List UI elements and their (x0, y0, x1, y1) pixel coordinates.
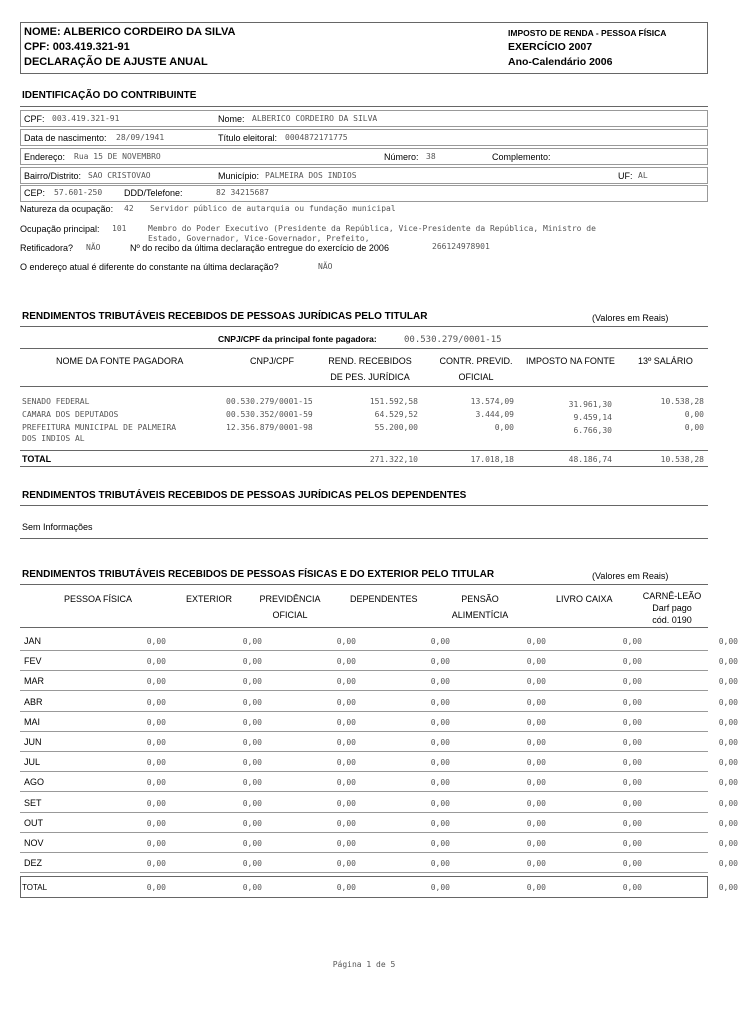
month-value: 0,00 (336, 859, 356, 869)
natureza-label: Natureza da ocupação: (20, 204, 114, 214)
month-value: 0,00 (242, 818, 262, 828)
month-value: 0,00 (622, 839, 642, 848)
month-value: 0,00 (526, 818, 546, 828)
ocupacao-code: 101 (112, 224, 127, 233)
month-value: 0,00 (336, 717, 356, 727)
fonte-nome: CAMARA DOS DEPUTADOS (22, 410, 119, 419)
fonte-contr: 3.444,09 (475, 410, 514, 419)
uf-label: UF: (618, 171, 633, 181)
month-value: 0,00 (622, 697, 642, 707)
month-row (20, 712, 738, 732)
divider (20, 450, 708, 451)
endereco-diff-label: O endereço atual é diferente do constante na última declaração? (20, 262, 279, 272)
month-value: 0,00 (718, 738, 738, 747)
month-value: 0,00 (622, 717, 642, 727)
month-value: 0,00 (242, 859, 262, 869)
month-row (20, 692, 738, 712)
month-value: 0,00 (146, 798, 166, 808)
col-previdencia-2: OFICIAL (272, 610, 308, 620)
month-value: 0,00 (718, 637, 738, 646)
fonte-cnpj: 00.530.352/0001-59 (226, 410, 313, 419)
month-label: OUT (24, 817, 43, 828)
recibo-label: Nº do recibo da última declaração entregue do exercício de 2006 (130, 243, 389, 253)
pf-total-value: 0,00 (526, 883, 546, 892)
month-value: 0,00 (430, 677, 450, 687)
month-label: NOV (24, 838, 44, 848)
month-value: 0,00 (146, 778, 166, 788)
month-value: 0,00 (146, 859, 166, 869)
ocupacao-label: Ocupação principal: (20, 224, 100, 234)
retificadora-label: Retificadora? (20, 243, 74, 253)
total-contr: 17.018,18 (470, 455, 514, 464)
header-imposto: IMPOSTO DE RENDA - PESSOA FÍSICA (508, 28, 667, 38)
fonte-imposto: 6.766,30 (573, 426, 612, 435)
month-value: 0,00 (430, 778, 450, 788)
month-value: 0,00 (526, 839, 546, 848)
divider (20, 466, 708, 467)
cep-value: 57.601-250 (54, 188, 103, 197)
divider (20, 538, 708, 539)
rend-dep-info: Sem Informações (22, 522, 93, 532)
cpf-label: CPF: (24, 114, 45, 124)
month-value: 0,00 (430, 738, 450, 747)
month-value: 0,00 (336, 677, 356, 687)
natureza-value: Servidor público de autarquia ou fundação municipal (150, 204, 396, 213)
titulo-value: 0004872171775 (285, 133, 348, 142)
month-value: 0,00 (526, 758, 546, 768)
col-nome-fonte: NOME DA FONTE PAGADORA (56, 356, 184, 366)
divider (20, 386, 708, 387)
month-value: 0,00 (526, 637, 546, 646)
rend-pj-title: RENDIMENTOS TRIBUTÁVEIS RECEBIDOS DE PESSOAS JURÍDICAS PELO TITULAR (22, 311, 428, 322)
month-label: JAN (24, 636, 42, 646)
fonte-imposto: 9.459,14 (573, 413, 612, 422)
rend-pf-valores: (Valores em Reais) (592, 571, 669, 581)
month-value: 0,00 (718, 717, 738, 727)
page-number: Página 1 de 5 (332, 960, 396, 969)
month-value: 0,00 (526, 859, 546, 869)
divider (20, 326, 708, 327)
fonte-rend: 64.529,52 (374, 410, 418, 419)
month-value: 0,00 (242, 798, 262, 808)
col-rend-1: REND. RECEBIDOS (328, 356, 412, 366)
divider (20, 584, 708, 585)
col-pensao-2: ALIMENTÍCIA (451, 610, 509, 620)
month-label: FEV (24, 656, 42, 667)
month-value: 0,00 (622, 738, 642, 747)
total-rend: 271.322,10 (369, 455, 418, 464)
ddd-value: 82 34215687 (216, 188, 269, 197)
month-value: 0,00 (146, 758, 166, 768)
month-value: 0,00 (242, 778, 262, 788)
month-value: 0,00 (242, 657, 262, 667)
month-value: 0,00 (242, 637, 262, 646)
header-cpf: CPF: 003.419.321-91 (24, 41, 130, 53)
col-livro-caixa: LIVRO CAIXA (556, 594, 613, 604)
fonte-cnpj: 12.356.879/0001-98 (226, 423, 313, 432)
month-row (20, 813, 738, 833)
cpf-value: 003.419.321-91 (52, 114, 120, 123)
titulo-label: Título eleitoral: (218, 133, 278, 143)
col-pessoa-fisica: PESSOA FÍSICA (64, 594, 133, 604)
cnpj-principal-value: 00.530.279/0001-15 (404, 335, 502, 345)
month-value: 0,00 (336, 839, 356, 848)
month-value: 0,00 (526, 778, 546, 788)
month-value: 0,00 (718, 778, 738, 788)
bairro-value: SAO CRISTOVAO (88, 171, 151, 180)
month-value: 0,00 (718, 697, 738, 707)
month-value: 0,00 (336, 758, 356, 768)
month-value: 0,00 (336, 798, 356, 808)
endereco-value: Rua 15 DE NOVEMBRO (74, 152, 161, 161)
month-value: 0,00 (718, 657, 738, 667)
pf-total-value: 0,00 (430, 883, 450, 892)
month-value: 0,00 (336, 637, 356, 646)
month-value: 0,00 (622, 798, 642, 808)
pf-total-value: 0,00 (718, 883, 738, 892)
pf-total-value: 0,00 (242, 883, 262, 892)
divider (20, 505, 708, 506)
month-value: 0,00 (622, 818, 642, 828)
month-value: 0,00 (526, 738, 546, 747)
col-exterior: EXTERIOR (186, 594, 233, 604)
month-value: 0,00 (718, 677, 738, 687)
numero-value: 38 (426, 152, 436, 161)
ocupacao-value-2: Estado, Governador, Vice-Governador, Prefeito, (148, 234, 370, 243)
col-carne-2: Darf pago (652, 603, 692, 613)
month-value: 0,00 (242, 717, 262, 727)
month-value: 0,00 (430, 758, 450, 768)
endereco-diff-value: NÃO (318, 262, 333, 271)
municipio-value: PALMEIRA DOS INDIOS (265, 171, 357, 180)
nome-value: ALBERICO CORDEIRO DA SILVA (252, 114, 378, 123)
month-label: MAI (24, 716, 41, 727)
month-value: 0,00 (718, 758, 738, 768)
month-value: 0,00 (622, 758, 642, 768)
col-contr-2: OFICIAL (458, 372, 494, 382)
fonte-13-salario: 0,00 (684, 410, 704, 419)
nasc-value: 28/09/1941 (116, 133, 165, 142)
month-value: 0,00 (430, 717, 450, 727)
fonte-nome-cont: DOS INDIOS AL (22, 434, 85, 443)
month-label: JUN (24, 737, 42, 747)
month-value: 0,00 (242, 677, 262, 687)
month-row (20, 732, 738, 752)
month-value: 0,00 (430, 818, 450, 828)
month-row (20, 651, 738, 671)
fonte-nome: PREFEITURA MUNICIPAL DE PALMEIRA (22, 423, 177, 432)
fonte-rend: 151.592,58 (369, 397, 418, 406)
complemento-label: Complemento: (492, 152, 551, 162)
header-nome: NOME: ALBERICO CORDEIRO DA SILVA (24, 26, 236, 38)
month-value: 0,00 (718, 818, 738, 828)
fonte-rend: 55.200,00 (374, 423, 418, 432)
divider (20, 106, 708, 107)
header-exercicio: EXERCÍCIO 2007 (508, 41, 593, 53)
month-value: 0,00 (336, 738, 356, 747)
month-value: 0,00 (146, 677, 166, 687)
fonte-contr: 13.574,09 (470, 397, 514, 406)
month-row (20, 853, 738, 873)
month-value: 0,00 (622, 778, 642, 788)
month-value: 0,00 (430, 798, 450, 808)
month-value: 0,00 (146, 839, 166, 848)
month-value: 0,00 (336, 697, 356, 707)
pf-total-label: TOTAL (22, 883, 48, 892)
month-value: 0,00 (430, 657, 450, 667)
month-value: 0,00 (430, 839, 450, 848)
month-value: 0,00 (146, 738, 166, 747)
divider (20, 627, 708, 628)
ddd-label: DDD/Telefone: (124, 188, 183, 198)
month-label: SET (24, 797, 42, 808)
fonte-cnpj: 00.530.279/0001-15 (226, 397, 313, 406)
numero-label: Número: (384, 152, 419, 162)
month-value: 0,00 (146, 818, 166, 828)
nome-label: Nome: (218, 114, 245, 124)
endereco-label: Endereço: (24, 152, 66, 162)
month-value: 0,00 (242, 738, 262, 747)
cep-label: CEP: (24, 188, 46, 198)
col-carne-1: CARNÊ-LEÃO (642, 591, 702, 601)
rend-pf-title: RENDIMENTOS TRIBUTÁVEIS RECEBIDOS DE PESSOAS FÍSICAS E DO EXTERIOR PELO TITULAR (22, 569, 495, 580)
col-imposto: IMPOSTO NA FONTE (526, 356, 615, 366)
col-cnpj: CNPJ/CPF (250, 356, 295, 366)
month-row (20, 752, 738, 772)
month-value: 0,00 (622, 677, 642, 687)
month-value: 0,00 (430, 637, 450, 646)
month-label: MAR (24, 676, 44, 687)
fonte-13-salario: 10.538,28 (660, 397, 704, 406)
month-value: 0,00 (242, 697, 262, 707)
ocupacao-value-1: Membro do Poder Executivo (Presidente da República, Vice-Presidente da República, Ministro de (148, 224, 596, 233)
month-value: 0,00 (146, 717, 166, 727)
bairro-label: Bairro/Distrito: (24, 171, 82, 181)
retificadora-value: NÃO (86, 243, 101, 252)
total-imposto: 48.186,74 (568, 455, 612, 464)
pf-total-value: 0,00 (146, 883, 166, 892)
month-value: 0,00 (622, 637, 642, 646)
month-row (20, 631, 738, 651)
uf-value: AL (638, 171, 648, 180)
month-label: ABR (24, 696, 43, 707)
identificacao-title: IDENTIFICAÇÃO DO CONTRIBUINTE (22, 90, 197, 101)
month-value: 0,00 (718, 839, 738, 848)
recibo-value: 266124978901 (432, 242, 490, 251)
natureza-code: 42 (124, 204, 134, 213)
municipio-label: Município: (218, 171, 260, 181)
month-value: 0,00 (146, 657, 166, 667)
month-value: 0,00 (622, 859, 642, 869)
month-value: 0,00 (146, 697, 166, 707)
total-13-salario: 10.538,28 (660, 455, 704, 464)
fonte-13-salario: 0,00 (684, 423, 704, 432)
month-value: 0,00 (242, 839, 262, 848)
col-dependentes: DEPENDENTES (350, 594, 418, 604)
month-value: 0,00 (526, 717, 546, 727)
pf-total-value: 0,00 (622, 883, 642, 892)
col-13-salario: 13º SALÁRIO (638, 356, 693, 366)
fonte-imposto: 31.961,30 (568, 400, 612, 409)
rend-pj-valores: (Valores em Reais) (592, 313, 669, 323)
month-row (20, 793, 738, 813)
col-pensao-1: PENSÃO (461, 594, 499, 604)
month-value: 0,00 (526, 798, 546, 808)
col-carne-3: cód. 0190 (652, 615, 692, 625)
month-value: 0,00 (622, 657, 642, 667)
rend-dep-title: RENDIMENTOS TRIBUTÁVEIS RECEBIDOS DE PESSOAS JURÍDICAS PELOS DEPENDENTES (22, 490, 467, 501)
nasc-label: Data de nascimento: (24, 133, 107, 143)
total-label: TOTAL (22, 454, 52, 464)
month-value: 0,00 (718, 798, 738, 808)
month-value: 0,00 (526, 677, 546, 687)
cnpj-principal-label: CNPJ/CPF da principal fonte pagadora: (218, 334, 377, 344)
month-value: 0,00 (336, 778, 356, 788)
month-value: 0,00 (242, 758, 262, 768)
month-label: JUL (24, 757, 41, 768)
month-row (20, 772, 738, 792)
month-value: 0,00 (526, 697, 546, 707)
divider (20, 348, 708, 349)
pf-total-value: 0,00 (336, 883, 356, 892)
month-row (20, 833, 738, 853)
month-value: 0,00 (526, 657, 546, 667)
month-value: 0,00 (146, 637, 166, 646)
fonte-contr: 0,00 (494, 423, 514, 432)
month-value: 0,00 (430, 697, 450, 707)
month-label: AGO (24, 777, 45, 788)
month-value: 0,00 (336, 657, 356, 667)
header-declaracao: DECLARAÇÃO DE AJUSTE ANUAL (24, 56, 208, 68)
col-rend-2: DE PES. JURÍDICA (330, 372, 410, 382)
month-label: DEZ (24, 858, 42, 869)
col-previdencia-1: PREVIDÊNCIA (259, 594, 321, 604)
month-value: 0,00 (718, 859, 738, 869)
month-row (20, 671, 738, 691)
month-value: 0,00 (430, 859, 450, 869)
col-contr-1: CONTR. PREVID. (439, 356, 513, 366)
month-value: 0,00 (336, 818, 356, 828)
fonte-nome: SENADO FEDERAL (22, 397, 90, 406)
header-ano: Ano-Calendário 2006 (508, 56, 613, 68)
